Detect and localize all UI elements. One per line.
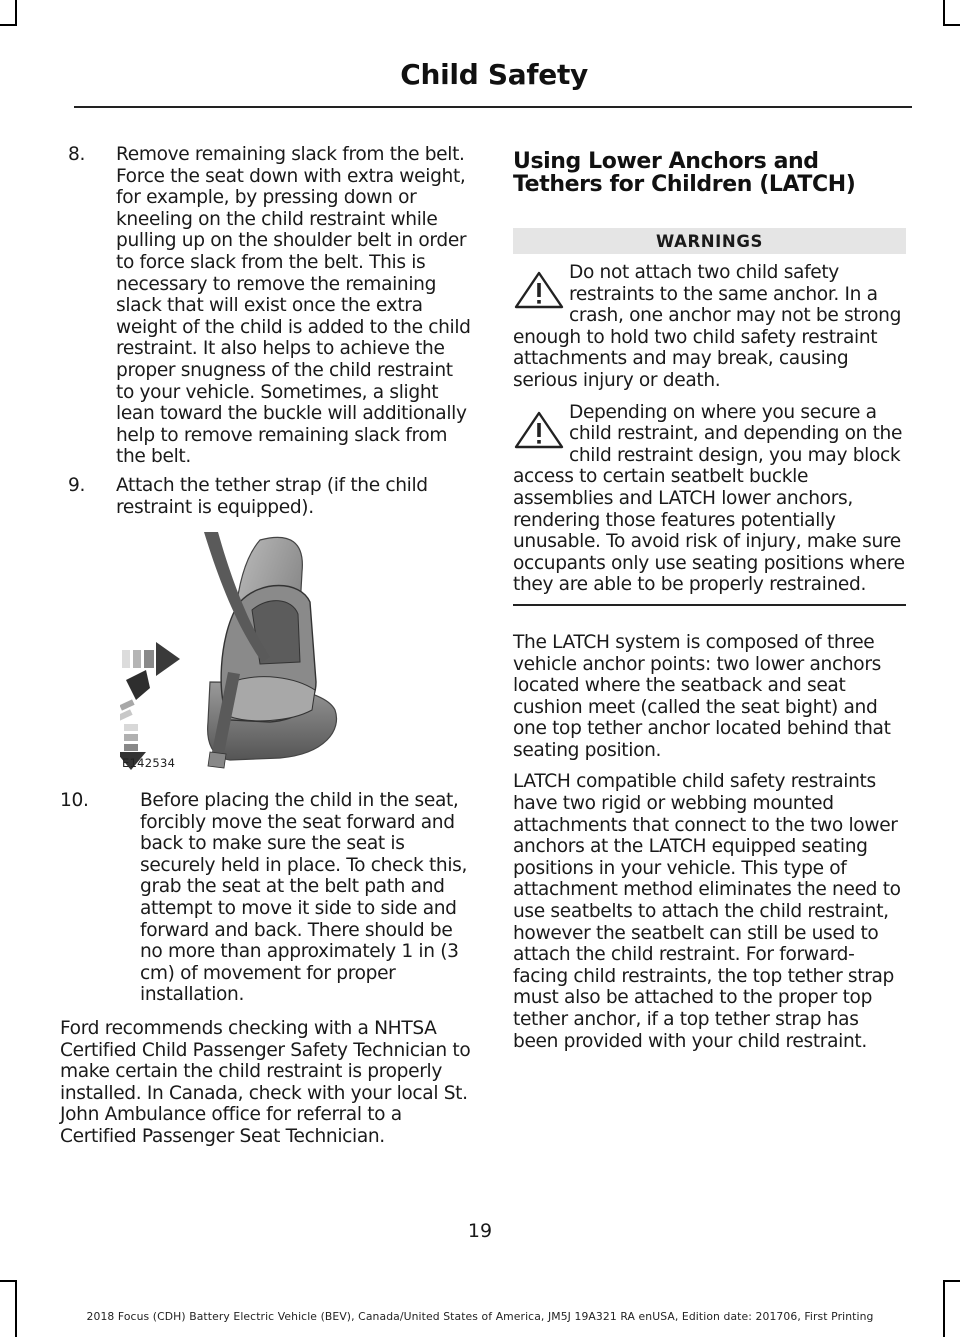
crop-mark [15,0,17,26]
crop-mark [15,1280,17,1337]
header-divider [74,106,912,108]
step-9 [60,475,476,518]
warnings-heading: WARNINGS [513,228,906,254]
step-text: Before placing the child in the seat, forcibly move the seat forward and back to make sure the seat is securely held in place. To check this, grab the seat at the belt path and attempt to move it side to side and forward and back. There should be no more than approximately 1 in (3 cm) of movement for proper installation. [140,790,468,1006]
right-column [513,144,906,1062]
step-8 [60,144,476,468]
warning-item [513,262,906,392]
step-number: 8. [68,144,86,165]
warning-triangle-icon [513,270,565,310]
child-seat-illustration [120,532,436,772]
child-seat-drawing [120,532,436,772]
figure-code: E142534 [122,756,176,771]
crop-mark [0,24,17,26]
step-number: 10. [60,790,89,812]
latch-compatible-paragraph: LATCH compatible child safety restraints have two rigid or webbing mounted attachments that connect to the two lower anchors at the LATCH equipped seating positions in your vehicle. This type of attachment method eliminates the need to use seatbelts to attach the child restraint, however the seatbelt can still be used to attach the child restraint. For forward-facing child restraints, the top tether strap must also be attached to the proper top tether anchor, if a top tether strap has been provided with your child restraint. [513,771,901,1052]
step-text: Remove remaining slack from the belt. Force the seat down with extra weight, for example, by pressing down or kneeling on the child restraint while pulling up on the shoulder belt in order to force slack from the belt. This is necessary to remove the remaining slack that will exist once the extra weight of the child is added to the child restraint. It also helps to achieve the proper snugness of the child restraint to your vehicle. Sometimes, a slight lean toward the buckle will additionally help to remove remaining slack from the belt. [116,144,471,468]
section-title: Using Lower Anchors and Tethers for Children (LATCH) [513,149,856,197]
crop-mark [943,1280,945,1337]
left-column [60,144,476,1158]
warning-text: Depending on where you secure a child restraint, and depending on the child restraint design, you may block access to certain seatbelt buckle assemblies and LATCH lower anchors, rendering those features potentially unusable. To avoid risk of injury, make sure occupants only use seating positions where they are able to be properly restrained. [513,401,905,596]
warning-text: Do not attach two child safety restraints to the same anchor. In a crash, one anchor may not be strong enough to hold two child safety restraint attachments and may break, causing serious injury or death. [513,262,902,391]
warning-triangle-icon [513,410,565,450]
step-10 [60,790,476,1006]
warnings-block [513,254,906,606]
step-number: 9. [68,474,86,496]
page-number: 19 [467,1220,493,1242]
crop-mark [943,1280,960,1282]
crop-mark [943,0,945,26]
page-title: Child Safety [400,58,588,91]
step-text: Attach the tether strap (if the child restraint is equipped). [116,474,428,518]
latch-system-paragraph: The LATCH system is composed of three vehicle anchor points: two lower anchors located where the seatback and seat cushion meet (called the seat bight) and one top tether anchor located behind that seating position. [513,631,891,761]
crop-mark [943,24,960,26]
footer-edition-info: 2018 Focus (CDH) Battery Electric Vehicle (BEV), Canada/United States of America, JM5J 19A321 RA enUSA, Edition date: 201706, First Printing [86,1310,874,1323]
ford-recommendation-paragraph: Ford recommends checking with a NHTSA Certified Child Passenger Safety Technician to make certain the child restraint is properly installed. In Canada, check with your local St. John Ambulance office for referral to a Certified Passenger Seat Technician. [60,1018,471,1147]
crop-mark [0,1280,17,1282]
warning-item [513,402,906,596]
